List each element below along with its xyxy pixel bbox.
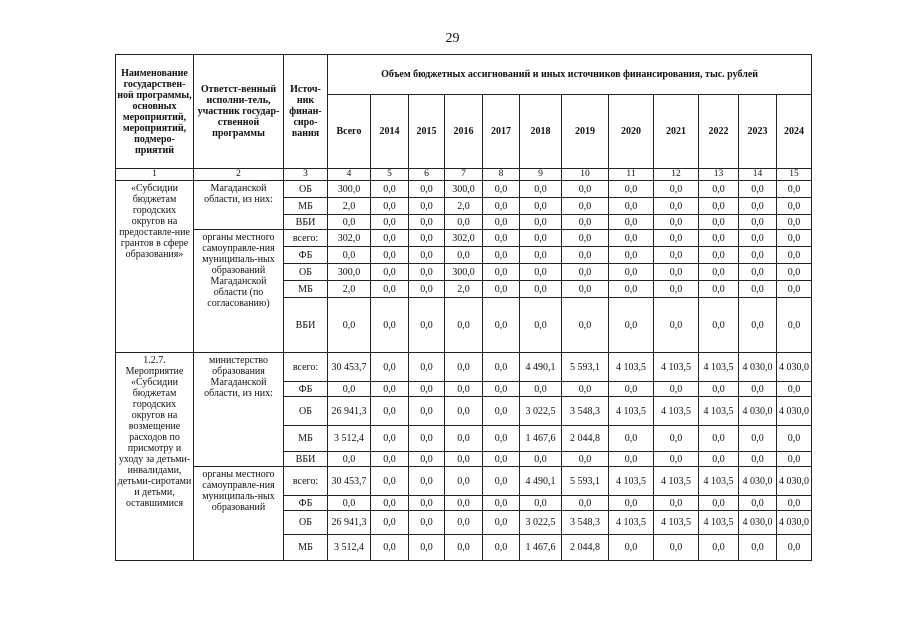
- year-value: 0,0: [699, 535, 739, 561]
- funding-source: ОБ: [284, 181, 328, 198]
- year-value: 0,0: [371, 198, 409, 215]
- header-source: Источ-ник финан-сиро-вания: [284, 55, 328, 169]
- year-value: 0,0: [777, 215, 812, 230]
- year-value: 0,0: [609, 382, 654, 397]
- year-value: 2,0: [445, 281, 483, 298]
- year-value: 0,0: [739, 452, 777, 467]
- year-value: 0,0: [609, 198, 654, 215]
- year-value: 0,0: [562, 281, 609, 298]
- year-value: 0,0: [371, 181, 409, 198]
- year-value: 0,0: [739, 382, 777, 397]
- year-value: 0,0: [409, 511, 445, 535]
- header-year: 2021: [654, 95, 699, 169]
- year-value: 3 022,5: [520, 397, 562, 426]
- header-year: 2020: [609, 95, 654, 169]
- table-row: [116, 467, 812, 496]
- year-value: 0,0: [483, 181, 520, 198]
- year-value: 0,0: [371, 452, 409, 467]
- funding-source: всего:: [284, 353, 328, 382]
- funding-source: МБ: [284, 535, 328, 561]
- year-value: 0,0: [654, 264, 699, 281]
- funding-source: всего:: [284, 230, 328, 247]
- year-value: 0,0: [483, 198, 520, 215]
- funding-source: ВБИ: [284, 298, 328, 353]
- year-value: 0,0: [699, 264, 739, 281]
- year-value: 4 030,0: [777, 353, 812, 382]
- total-value: 3 512,4: [328, 426, 371, 452]
- year-value: 302,0: [445, 230, 483, 247]
- year-value: 0,0: [739, 535, 777, 561]
- year-value: 0,0: [445, 511, 483, 535]
- funding-source: ФБ: [284, 382, 328, 397]
- year-value: 0,0: [520, 230, 562, 247]
- total-value: 30 453,7: [328, 353, 371, 382]
- year-value: 0,0: [739, 198, 777, 215]
- year-value: 0,0: [609, 264, 654, 281]
- year-value: 0,0: [654, 452, 699, 467]
- year-value: 0,0: [483, 511, 520, 535]
- year-value: 0,0: [371, 230, 409, 247]
- year-value: 4 490,1: [520, 467, 562, 496]
- col-number: 15: [777, 169, 812, 181]
- year-value: 0,0: [409, 247, 445, 264]
- year-value: 0,0: [609, 426, 654, 452]
- year-value: 0,0: [445, 426, 483, 452]
- col-number: 12: [654, 169, 699, 181]
- year-value: 0,0: [483, 247, 520, 264]
- year-value: 0,0: [409, 298, 445, 353]
- budget-table: [115, 54, 812, 561]
- header-name: Наименование государствен-ной программы, основных мероприятий, мероприятий, подмеро-приятий: [116, 55, 194, 169]
- year-value: 0,0: [654, 247, 699, 264]
- year-value: 0,0: [409, 181, 445, 198]
- year-value: 4 103,5: [654, 353, 699, 382]
- year-value: 0,0: [409, 230, 445, 247]
- header-year: 2022: [699, 95, 739, 169]
- year-value: 2 044,8: [562, 535, 609, 561]
- measure-name: 1.2.7. Мероприятие «Субсидии бюджетам городских округов на возмещение расходов по присмотру и уходу за детьми-инвалидами, детьми-сиротами и детьми, оставшимися: [116, 353, 194, 561]
- table-row: [116, 353, 812, 382]
- year-value: 0,0: [699, 181, 739, 198]
- total-value: 26 941,3: [328, 511, 371, 535]
- year-value: 0,0: [609, 215, 654, 230]
- year-value: 0,0: [699, 426, 739, 452]
- year-value: 0,0: [371, 382, 409, 397]
- total-value: 300,0: [328, 264, 371, 281]
- year-value: 0,0: [699, 496, 739, 511]
- col-number: 14: [739, 169, 777, 181]
- year-value: 0,0: [445, 247, 483, 264]
- year-value: 0,0: [483, 535, 520, 561]
- funding-source: ОБ: [284, 397, 328, 426]
- total-value: 0,0: [328, 496, 371, 511]
- year-value: 4 030,0: [739, 353, 777, 382]
- header-executor: Ответст-венный исполни-тель, участник государ-ственной программы: [194, 55, 284, 169]
- year-value: 0,0: [777, 426, 812, 452]
- year-value: 0,0: [445, 353, 483, 382]
- year-value: 4 103,5: [654, 511, 699, 535]
- year-value: 0,0: [483, 452, 520, 467]
- year-value: 1 467,6: [520, 426, 562, 452]
- year-value: 3 022,5: [520, 511, 562, 535]
- total-value: 300,0: [328, 181, 371, 198]
- year-value: 0,0: [483, 353, 520, 382]
- year-value: 0,0: [483, 426, 520, 452]
- total-value: 2,0: [328, 198, 371, 215]
- year-value: 0,0: [562, 298, 609, 353]
- total-value: 0,0: [328, 452, 371, 467]
- year-value: 0,0: [409, 281, 445, 298]
- year-value: 300,0: [445, 181, 483, 198]
- year-value: 0,0: [739, 281, 777, 298]
- year-value: 0,0: [699, 281, 739, 298]
- year-value: 0,0: [562, 215, 609, 230]
- total-value: 0,0: [328, 382, 371, 397]
- year-value: 4 103,5: [609, 397, 654, 426]
- year-value: 0,0: [445, 535, 483, 561]
- year-value: 0,0: [777, 298, 812, 353]
- year-value: 0,0: [445, 215, 483, 230]
- year-value: 0,0: [409, 198, 445, 215]
- year-value: 4 490,1: [520, 353, 562, 382]
- year-value: 0,0: [483, 467, 520, 496]
- funding-source: всего:: [284, 467, 328, 496]
- year-value: 0,0: [520, 281, 562, 298]
- year-value: 0,0: [654, 215, 699, 230]
- year-value: 0,0: [409, 215, 445, 230]
- year-value: 0,0: [483, 382, 520, 397]
- table-body: [116, 181, 812, 561]
- year-value: 0,0: [562, 181, 609, 198]
- year-value: 0,0: [562, 230, 609, 247]
- year-value: 0,0: [520, 264, 562, 281]
- executor-name: Магаданской области, из них:: [194, 181, 284, 230]
- funding-source: ВБИ: [284, 215, 328, 230]
- year-value: 0,0: [739, 264, 777, 281]
- year-value: 0,0: [520, 215, 562, 230]
- year-value: 0,0: [520, 181, 562, 198]
- year-value: 2 044,8: [562, 426, 609, 452]
- year-value: 0,0: [609, 535, 654, 561]
- year-value: 0,0: [409, 353, 445, 382]
- year-value: 1 467,6: [520, 535, 562, 561]
- year-value: 0,0: [699, 230, 739, 247]
- year-value: 0,0: [409, 382, 445, 397]
- header-year: 2014: [371, 95, 409, 169]
- year-value: 0,0: [562, 198, 609, 215]
- year-value: 0,0: [609, 281, 654, 298]
- year-value: 0,0: [483, 496, 520, 511]
- year-value: 0,0: [371, 496, 409, 511]
- year-value: 4 103,5: [654, 397, 699, 426]
- year-value: 0,0: [654, 535, 699, 561]
- year-value: 0,0: [777, 181, 812, 198]
- table-row: [116, 181, 812, 198]
- year-value: 0,0: [520, 298, 562, 353]
- year-value: 0,0: [409, 397, 445, 426]
- total-value: 2,0: [328, 281, 371, 298]
- year-value: 0,0: [739, 230, 777, 247]
- year-value: 0,0: [445, 467, 483, 496]
- year-value: 0,0: [739, 426, 777, 452]
- year-value: 0,0: [371, 247, 409, 264]
- year-value: 0,0: [699, 382, 739, 397]
- col-number: 6: [409, 169, 445, 181]
- year-value: 4 103,5: [609, 467, 654, 496]
- year-value: 0,0: [777, 535, 812, 561]
- year-value: 0,0: [371, 281, 409, 298]
- measure-name: «Субсидии бюджетам городских округов на предоставле-ние грантов в сфере образования»: [116, 181, 194, 353]
- year-value: 4 103,5: [609, 511, 654, 535]
- year-value: 5 593,1: [562, 467, 609, 496]
- year-value: 0,0: [562, 382, 609, 397]
- year-value: 0,0: [371, 467, 409, 496]
- header-year: 2015: [409, 95, 445, 169]
- year-value: 4 030,0: [739, 397, 777, 426]
- year-value: 4 030,0: [739, 467, 777, 496]
- year-value: 0,0: [654, 382, 699, 397]
- year-value: 0,0: [699, 215, 739, 230]
- year-value: 0,0: [777, 264, 812, 281]
- year-value: 0,0: [739, 215, 777, 230]
- year-value: 0,0: [739, 181, 777, 198]
- year-value: 0,0: [739, 247, 777, 264]
- year-value: 0,0: [654, 181, 699, 198]
- funding-source: ФБ: [284, 247, 328, 264]
- year-value: 0,0: [562, 496, 609, 511]
- year-value: 0,0: [777, 230, 812, 247]
- total-value: 0,0: [328, 247, 371, 264]
- col-number: 10: [562, 169, 609, 181]
- year-value: 0,0: [520, 452, 562, 467]
- year-value: 0,0: [371, 535, 409, 561]
- year-value: 0,0: [483, 215, 520, 230]
- col-number: 1: [116, 169, 194, 181]
- year-value: 5 593,1: [562, 353, 609, 382]
- year-value: 0,0: [562, 452, 609, 467]
- year-value: 0,0: [609, 452, 654, 467]
- year-value: 4 030,0: [777, 397, 812, 426]
- col-number: 13: [699, 169, 739, 181]
- total-value: 0,0: [328, 215, 371, 230]
- year-value: 0,0: [654, 426, 699, 452]
- year-value: 0,0: [777, 247, 812, 264]
- year-value: 0,0: [654, 298, 699, 353]
- year-value: 4 103,5: [654, 467, 699, 496]
- year-value: 0,0: [777, 452, 812, 467]
- col-number: 9: [520, 169, 562, 181]
- year-value: 0,0: [777, 496, 812, 511]
- executor-name: органы местного самоуправле-ния муниципаль-ных образований: [194, 467, 284, 561]
- col-number: 2: [194, 169, 284, 181]
- year-value: 0,0: [520, 382, 562, 397]
- year-value: 0,0: [445, 382, 483, 397]
- funding-source: МБ: [284, 426, 328, 452]
- year-value: 0,0: [483, 264, 520, 281]
- funding-source: ОБ: [284, 264, 328, 281]
- year-value: 4 103,5: [699, 397, 739, 426]
- year-value: 0,0: [777, 281, 812, 298]
- header-year: 2023: [739, 95, 777, 169]
- year-value: 0,0: [739, 298, 777, 353]
- header-year: 2017: [483, 95, 520, 169]
- total-value: 302,0: [328, 230, 371, 247]
- year-value: 0,0: [409, 496, 445, 511]
- year-value: 4 103,5: [609, 353, 654, 382]
- total-value: 30 453,7: [328, 467, 371, 496]
- year-value: 0,0: [699, 298, 739, 353]
- year-value: 0,0: [699, 247, 739, 264]
- header-year: 2016: [445, 95, 483, 169]
- year-value: 0,0: [562, 264, 609, 281]
- year-value: 0,0: [654, 198, 699, 215]
- col-number: 4: [328, 169, 371, 181]
- funding-source: ФБ: [284, 496, 328, 511]
- funding-source: ВБИ: [284, 452, 328, 467]
- year-value: 0,0: [520, 496, 562, 511]
- year-value: 0,0: [483, 230, 520, 247]
- year-value: 0,0: [445, 496, 483, 511]
- year-value: 0,0: [445, 298, 483, 353]
- funding-source: ОБ: [284, 511, 328, 535]
- year-value: 0,0: [445, 397, 483, 426]
- year-value: 0,0: [409, 264, 445, 281]
- executor-name: министерство образования Магаданской области, из них:: [194, 353, 284, 467]
- header-year: 2018: [520, 95, 562, 169]
- year-value: 0,0: [609, 247, 654, 264]
- header-total: Всего: [328, 95, 371, 169]
- year-value: 0,0: [654, 496, 699, 511]
- year-value: 0,0: [699, 452, 739, 467]
- year-value: 4 103,5: [699, 511, 739, 535]
- year-value: 0,0: [777, 198, 812, 215]
- col-number: 3: [284, 169, 328, 181]
- col-number: 11: [609, 169, 654, 181]
- year-value: 0,0: [371, 511, 409, 535]
- col-number: 7: [445, 169, 483, 181]
- total-value: 26 941,3: [328, 397, 371, 426]
- year-value: 0,0: [483, 281, 520, 298]
- year-value: 0,0: [520, 198, 562, 215]
- funding-source: МБ: [284, 281, 328, 298]
- year-value: 0,0: [562, 247, 609, 264]
- year-value: 4 103,5: [699, 467, 739, 496]
- page-number: 29: [445, 31, 460, 46]
- year-value: 0,0: [699, 198, 739, 215]
- year-value: 0,0: [483, 298, 520, 353]
- total-value: 3 512,4: [328, 535, 371, 561]
- col-number: 8: [483, 169, 520, 181]
- year-value: 4 030,0: [739, 511, 777, 535]
- year-value: 0,0: [409, 467, 445, 496]
- column-number-row: [116, 169, 812, 181]
- year-value: 3 548,3: [562, 397, 609, 426]
- year-value: 4 030,0: [777, 467, 812, 496]
- funding-source: МБ: [284, 198, 328, 215]
- year-value: 0,0: [371, 353, 409, 382]
- year-value: 0,0: [520, 247, 562, 264]
- header-year: 2024: [777, 95, 812, 169]
- year-value: 0,0: [371, 397, 409, 426]
- year-value: 0,0: [609, 181, 654, 198]
- year-value: 0,0: [371, 298, 409, 353]
- year-value: 4 030,0: [777, 511, 812, 535]
- year-value: 0,0: [409, 452, 445, 467]
- year-value: 0,0: [409, 535, 445, 561]
- year-value: 0,0: [483, 397, 520, 426]
- year-value: 0,0: [739, 496, 777, 511]
- year-value: 3 548,3: [562, 511, 609, 535]
- year-value: 2,0: [445, 198, 483, 215]
- table-row: [116, 230, 812, 247]
- year-value: 0,0: [609, 298, 654, 353]
- year-value: 0,0: [654, 281, 699, 298]
- year-value: 0,0: [609, 496, 654, 511]
- executor-name: органы местного самоуправле-ния муниципаль-ных образований Магаданской области (по согласованию): [194, 230, 284, 353]
- header-volume: Объем бюджетных ассигнований и иных источников финансирования, тыс. рублей: [328, 55, 812, 95]
- year-value: 0,0: [409, 426, 445, 452]
- year-value: 0,0: [371, 264, 409, 281]
- year-value: 0,0: [609, 230, 654, 247]
- year-value: 0,0: [445, 452, 483, 467]
- year-value: 300,0: [445, 264, 483, 281]
- year-value: 0,0: [654, 230, 699, 247]
- year-value: 0,0: [371, 426, 409, 452]
- header-year: 2019: [562, 95, 609, 169]
- total-value: 0,0: [328, 298, 371, 353]
- year-value: 4 103,5: [699, 353, 739, 382]
- col-number: 5: [371, 169, 409, 181]
- year-value: 0,0: [777, 382, 812, 397]
- year-value: 0,0: [371, 215, 409, 230]
